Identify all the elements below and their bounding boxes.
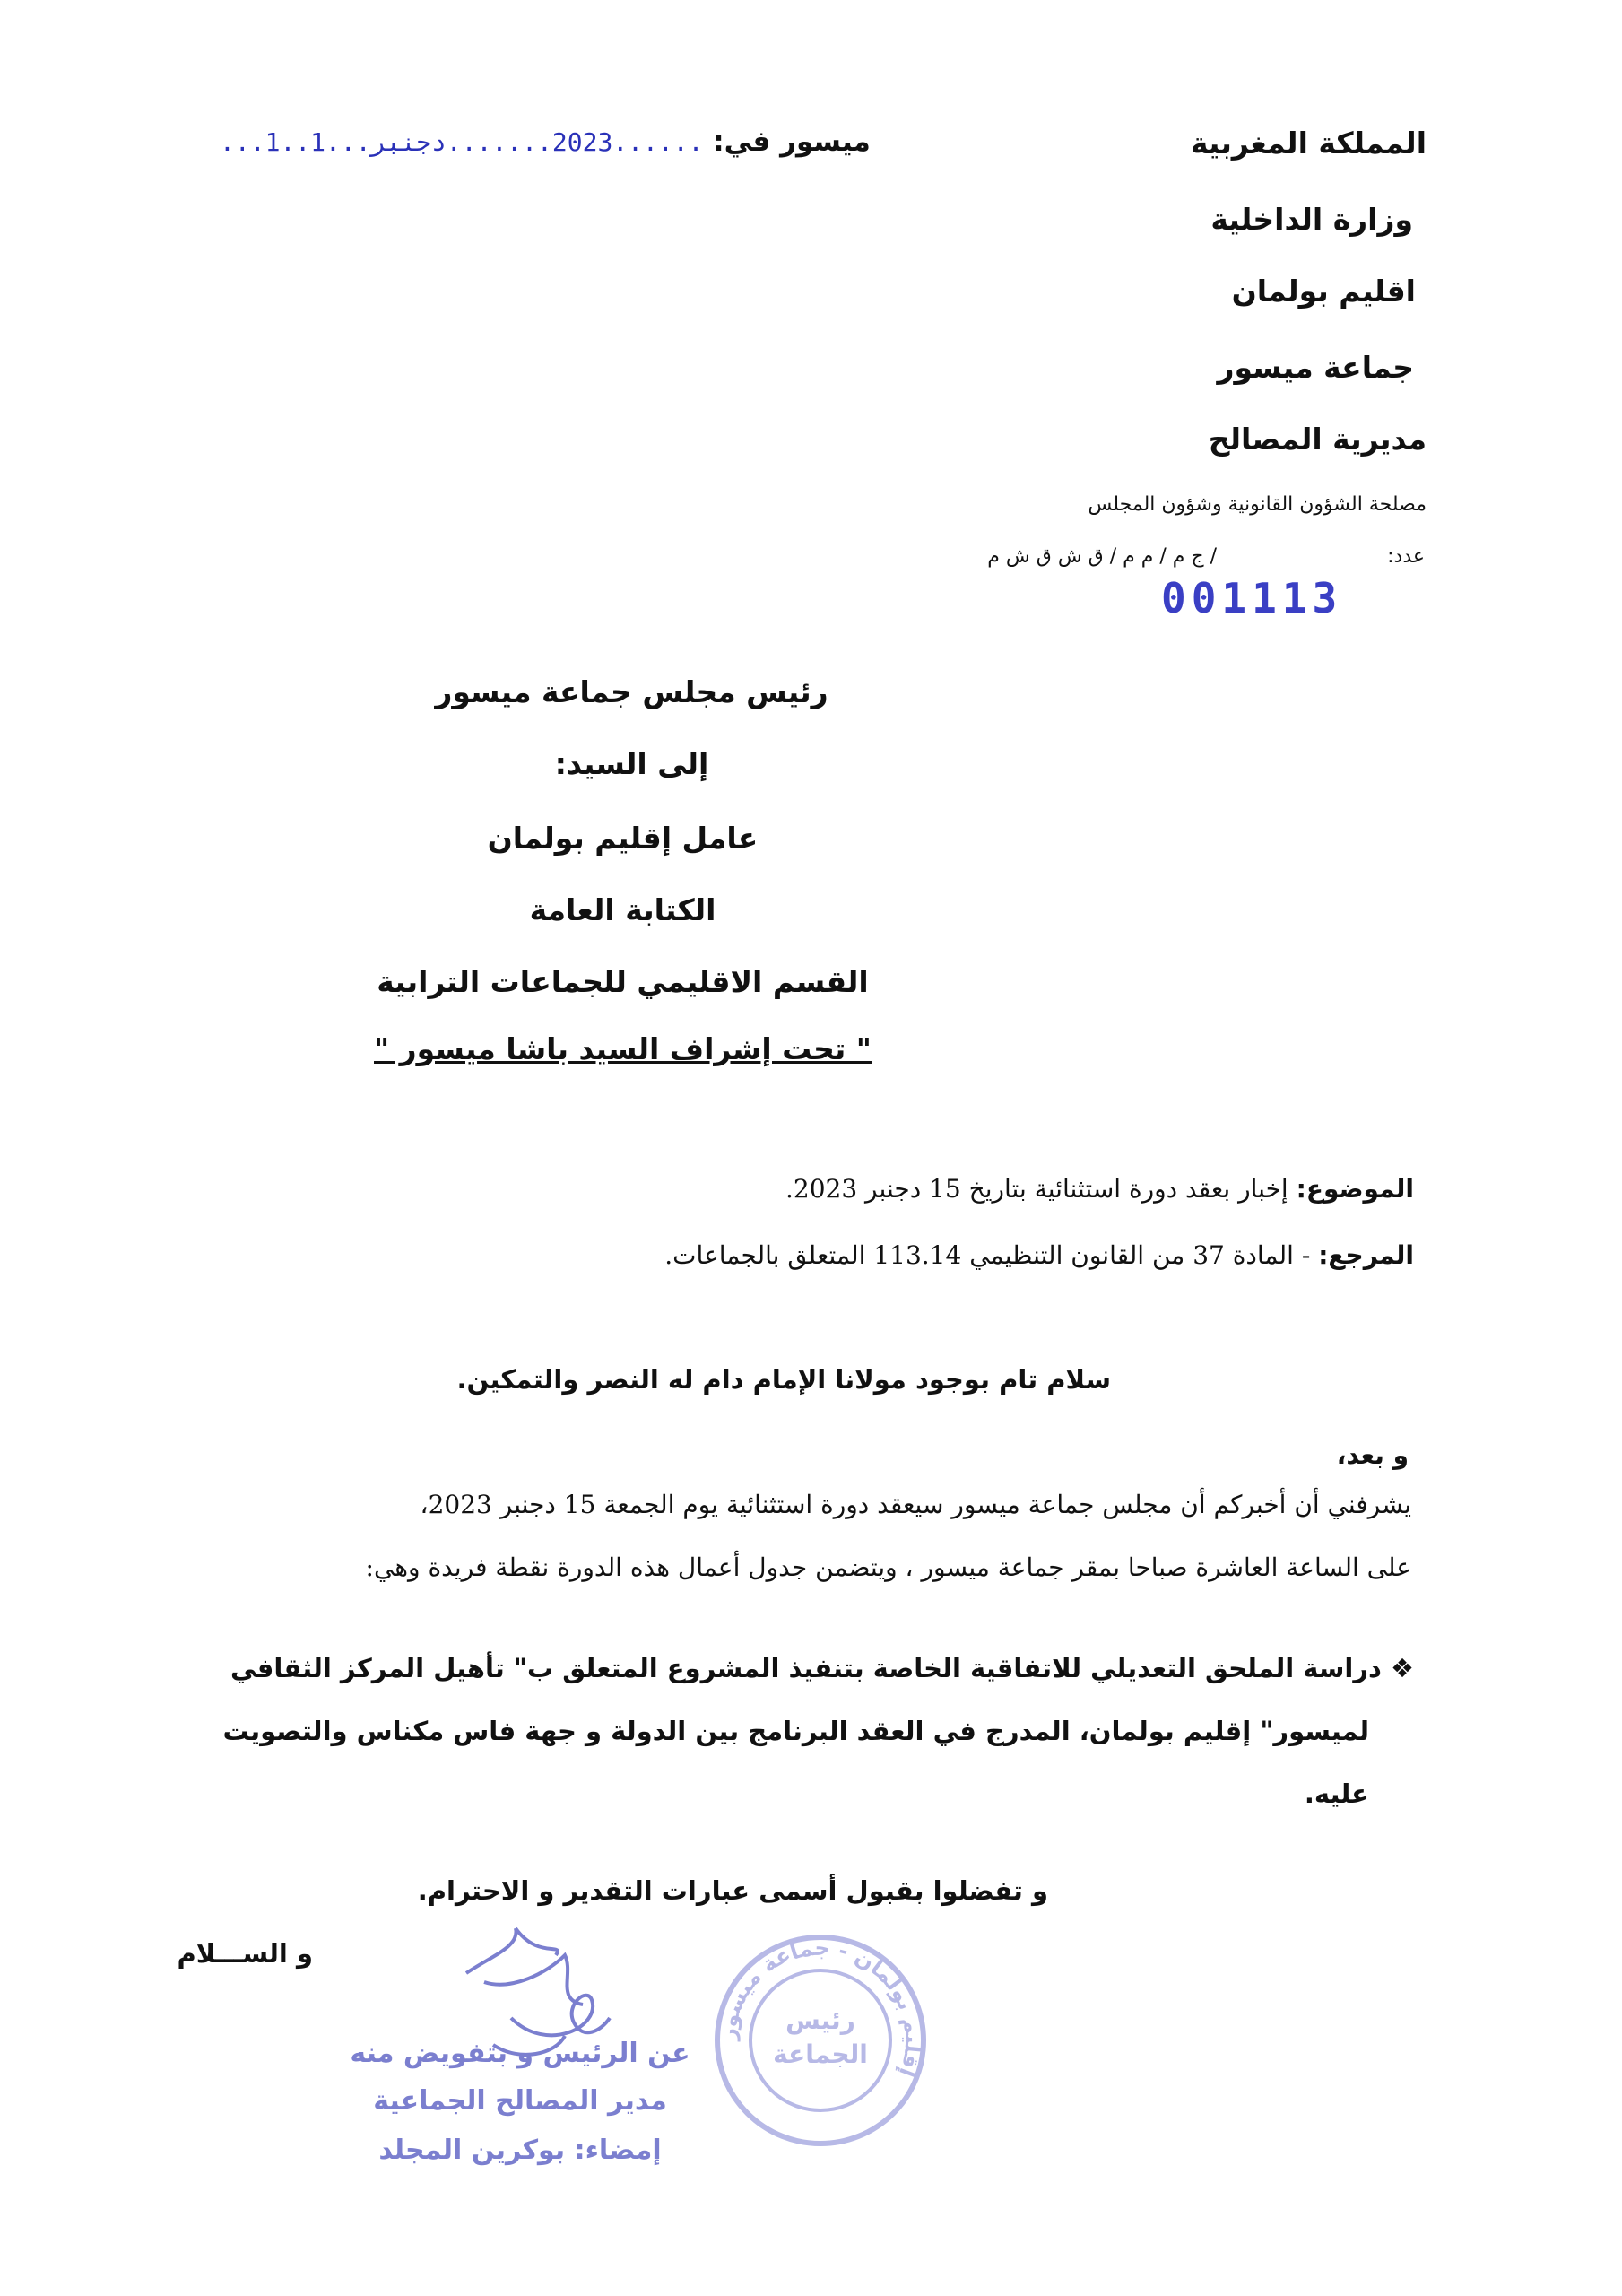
official-stamp-seal bbox=[708, 1928, 932, 2152]
signature-line-1: عن الرئيس و بتفويض منه bbox=[350, 2038, 690, 2069]
recipient-governor: عامل إقليم بولمان bbox=[487, 821, 759, 856]
signature-line-3: إمضاء: بوكرين المجلد bbox=[378, 2135, 662, 2166]
after-greeting: و بعد، bbox=[1336, 1440, 1409, 1470]
subject-label: الموضوع: bbox=[1296, 1174, 1414, 1204]
subject-text: إخبار بعقد دورة استثنائية بتاريخ 15 دجنبر 2023. bbox=[785, 1174, 1288, 1204]
header-province: اقليم بولمان bbox=[1231, 274, 1416, 309]
date-value: ......2023.......دجنبر...1..1... bbox=[220, 127, 704, 157]
ref-label: عدد: bbox=[1387, 545, 1425, 568]
header-commune: جماعة ميسور bbox=[1217, 350, 1414, 385]
reference-label: المرجع: bbox=[1318, 1240, 1414, 1270]
recipient-division: القسم الاقليمي للجماعات الترابية bbox=[377, 964, 869, 999]
header-service: مصلحة الشؤون القانونية وشؤون المجلس bbox=[1088, 493, 1427, 516]
header-kingdom: المملكة المغربية bbox=[1191, 126, 1427, 161]
reference-line bbox=[664, 1231, 1414, 1281]
signature-line-2: مدير المصالح الجماعية bbox=[373, 2085, 667, 2117]
agenda-line-1: ❖ دراسة الملحق التعديلي للاتفاقية الخاصة بتنفيذ المشروع المتعلق ب" تأهيل المركز الثقافي bbox=[230, 1653, 1414, 1683]
sender-title: رئيس مجلس جماعة ميسور bbox=[435, 674, 828, 709]
recipient-secretariat: الكتابة العامة bbox=[529, 892, 716, 927]
greeting: سلام تام بوجود مولانا الإمام دام له النصر والتمكين. bbox=[456, 1364, 1111, 1395]
agenda-item bbox=[223, 1641, 1415, 1821]
subject-line bbox=[785, 1164, 1414, 1214]
stamp-inner-line-1: رئيس bbox=[785, 2005, 855, 2035]
stamp-outer-text: إقليم بولمان - جماعة ميسور bbox=[715, 1935, 926, 2081]
paragraph-line-2: على الساعة العاشرة صباحا بمقر جماعة ميسور ، ويتضمن جدول أعمال هذه الدورة نقطة فريدة وهي: bbox=[365, 1552, 1411, 1582]
to-label: إلى السيد: bbox=[554, 746, 709, 781]
agenda-line-2: لميسور" إقليم بولمان، المدرج في العقد البرنامج بين الدولة و جهة فاس مكناس والتصويت bbox=[222, 1716, 1369, 1746]
ref-code: / ج م / م م / ق ش ق ش م bbox=[987, 545, 1217, 568]
stamp-inner-line-2: الجماعة bbox=[773, 2039, 868, 2069]
header-ministry: وزارة الداخلية bbox=[1210, 202, 1413, 237]
ref-number-stamp: 001113 bbox=[1161, 574, 1343, 622]
closing-formula: و تفضلوا بقبول أسمى عبارات التقدير و الاحترام. bbox=[417, 1875, 1048, 1906]
header-directorate: مديرية المصالح bbox=[1208, 422, 1427, 457]
date-label: ميسور في: bbox=[713, 126, 871, 158]
agenda-line-3: عليه. bbox=[1304, 1779, 1369, 1809]
date-line bbox=[220, 126, 871, 158]
supervision-line: " تحت إشراف السيد باشا ميسور " bbox=[374, 1031, 872, 1066]
reference-text: - المادة 37 من القانون التنظيمي 113.14 المتعلق بالجماعات. bbox=[664, 1240, 1311, 1270]
paragraph-line-1: يشرفني أن أخبركم أن مجلس جماعة ميسور سيعقد دورة استثنائية يوم الجمعة 15 دجنبر 2023، bbox=[420, 1490, 1411, 1519]
bullet-icon: ❖ bbox=[1391, 1653, 1414, 1683]
salam: و الســـلام bbox=[177, 1938, 313, 1969]
